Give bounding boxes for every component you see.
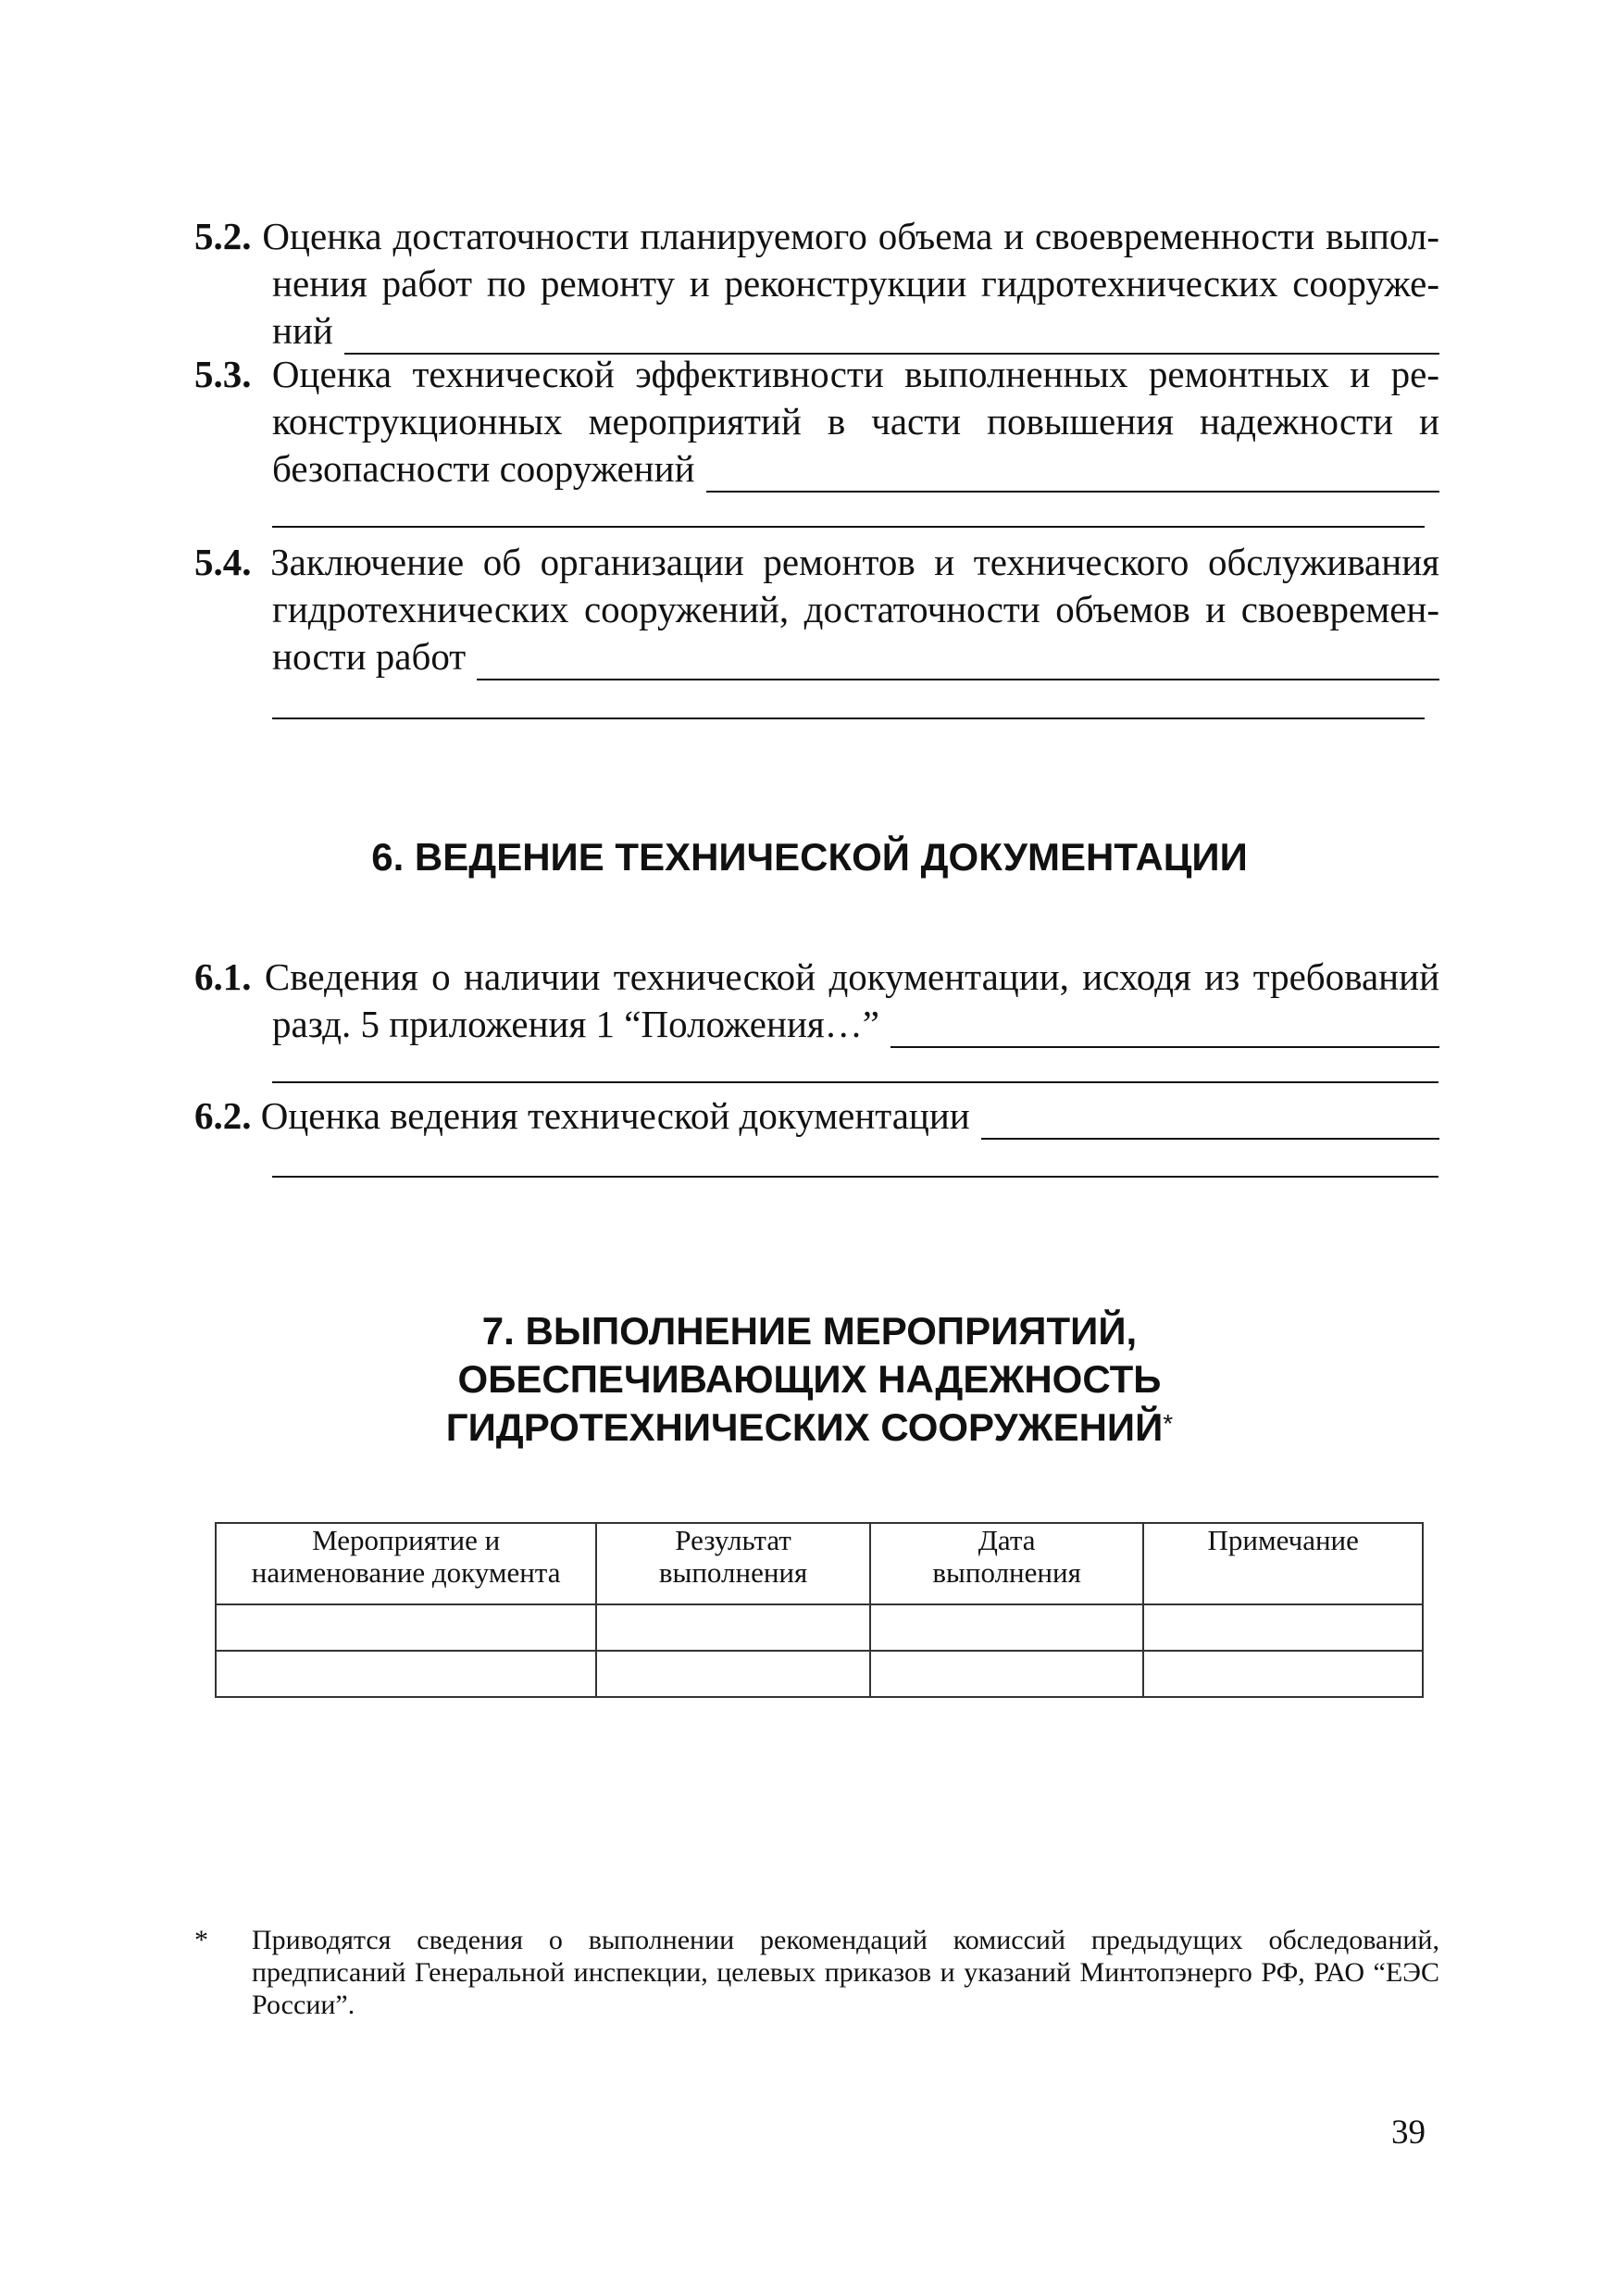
table-cell[interactable] bbox=[216, 1604, 596, 1651]
footnote-marker: * bbox=[194, 1925, 208, 1955]
table-row bbox=[216, 1604, 1423, 1651]
fill-in-line[interactable] bbox=[272, 1176, 1438, 1178]
item-text: Оценка ведения технической документации bbox=[260, 1094, 970, 1137]
item-number: 5.4. bbox=[194, 541, 252, 583]
item-text: Оценка технической эффективности выполненных ремонтных и ре- bbox=[271, 353, 1440, 395]
item-number: 6.1. bbox=[194, 955, 252, 998]
item-text: ний bbox=[272, 309, 333, 352]
footnote-text: Приводятся сведения о выполнении рекомендаций комиссий предыдущих обследований, предписаний Генеральной инспекции, целевых приказов и указаний Минтопэнерго РФ, РАО “ЕЭС России”. bbox=[252, 1925, 1439, 2020]
item-text: гидротехнических сооружений, достаточности объемов и своевремен- bbox=[272, 588, 1439, 630]
item-text: Сведения о наличии технической документации, исходя из требований bbox=[264, 955, 1440, 998]
section-heading bbox=[0, 1307, 1619, 1452]
fill-in-line[interactable] bbox=[890, 1013, 1439, 1048]
table-cell[interactable] bbox=[1143, 1651, 1423, 1697]
item-5-3 bbox=[194, 351, 1439, 493]
fill-in-line[interactable] bbox=[706, 457, 1439, 493]
section-heading: 6. ВЕДЕНИЕ ТЕХНИЧЕСКОЙ ДОКУМЕНТАЦИИ bbox=[371, 835, 1248, 879]
item-text: Заключение об организации ремонтов и технического обслуживания bbox=[270, 541, 1439, 583]
heading-line: 7. ВЫПОЛНЕНИЕ МЕРОПРИЯТИЙ, bbox=[481, 1309, 1138, 1353]
item-5-2 bbox=[194, 213, 1439, 355]
fill-in-line[interactable] bbox=[477, 645, 1439, 680]
item-number: 6.2. bbox=[194, 1094, 252, 1137]
item-text: нения работ по ремонту и реконструкции гидротехнических сооруже- bbox=[272, 262, 1439, 305]
item-number: 5.3. bbox=[194, 353, 252, 395]
fill-in-line[interactable] bbox=[981, 1104, 1439, 1140]
table-cell[interactable] bbox=[870, 1651, 1144, 1697]
footnote bbox=[194, 1924, 1439, 2021]
column-header-date: Дата выполнения bbox=[870, 1523, 1144, 1604]
fill-in-line[interactable] bbox=[272, 1081, 1438, 1083]
column-header-result: Результат выполнения bbox=[596, 1523, 870, 1604]
item-5-4 bbox=[194, 539, 1439, 680]
column-header-note: Примечание bbox=[1143, 1523, 1423, 1604]
table-cell[interactable] bbox=[216, 1651, 596, 1697]
table-header-row bbox=[216, 1523, 1423, 1604]
column-header-measure: Мероприятие и наименование документа bbox=[216, 1523, 596, 1604]
heading-line: ОБЕСПЕЧИВАЮЩИХ НАДЕЖНОСТЬ bbox=[457, 1357, 1162, 1401]
item-text: конструкционных мероприятий в части повышения надежности и bbox=[272, 400, 1439, 443]
fill-in-line[interactable] bbox=[344, 319, 1439, 355]
table-row bbox=[216, 1651, 1423, 1697]
table-cell[interactable] bbox=[596, 1651, 870, 1697]
item-text: Оценка достаточности планируемого объема и своевременности выпол- bbox=[262, 215, 1440, 257]
item-6-1 bbox=[194, 954, 1439, 1048]
measures-table bbox=[215, 1522, 1424, 1698]
page-number: 39 bbox=[1391, 2114, 1426, 2152]
heading-line: ГИДРОТЕХНИЧЕСКИХ СООРУЖЕНИЙ bbox=[445, 1405, 1164, 1449]
table-cell[interactable] bbox=[870, 1604, 1144, 1651]
table-cell[interactable] bbox=[596, 1604, 870, 1651]
item-text: разд. 5 приложения 1 “Положения…” bbox=[272, 1003, 879, 1045]
item-text: ности работ bbox=[272, 635, 467, 678]
item-text: безопасности сооружений bbox=[272, 447, 695, 490]
item-number: 5.2. bbox=[194, 215, 252, 257]
fill-in-line[interactable] bbox=[272, 526, 1425, 528]
table-cell[interactable] bbox=[1143, 1604, 1423, 1651]
fill-in-line[interactable] bbox=[272, 718, 1425, 719]
item-6-2 bbox=[194, 1092, 1439, 1140]
footnote-marker: * bbox=[1163, 1409, 1174, 1438]
